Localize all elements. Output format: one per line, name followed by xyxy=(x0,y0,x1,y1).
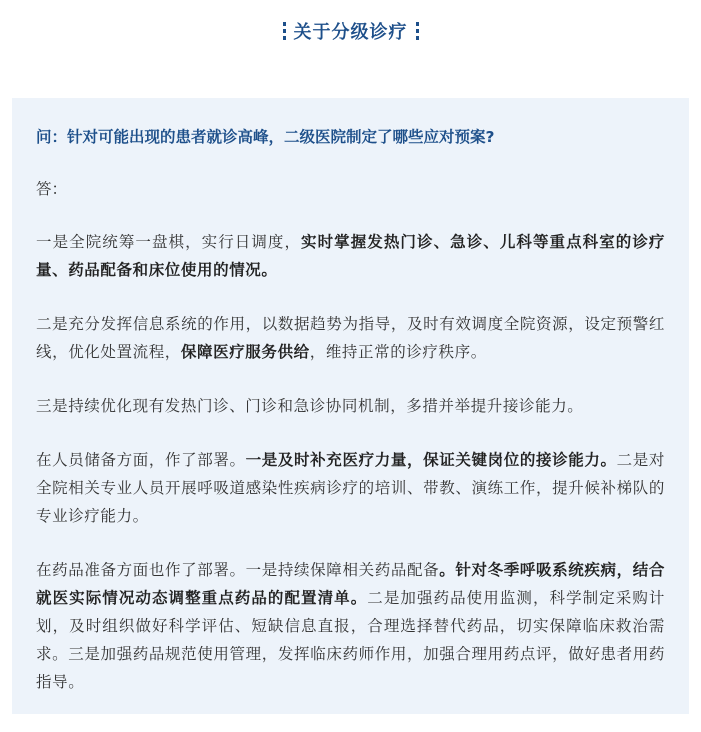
paragraph-segment: ，维持正常的诊疗秩序。 xyxy=(309,343,487,361)
paragraph-segment: 在药品准备方面也作了部署。一是持续保障相关药品配备 xyxy=(36,561,440,579)
answer-paragraph-5 xyxy=(36,556,665,696)
paragraph-segment: 一是全院统筹一盘棋，实行日调度， xyxy=(36,233,302,251)
paragraph-bold-segment: 实时掌握发热门诊、急诊、儿科等重点科室的诊疗量、药品配备和床位使用的情况。 xyxy=(36,233,666,279)
section-title xyxy=(283,18,419,44)
paragraph-segment: 二是充分发挥信息系统的作用，以数据趋势为指导，及时有效调度全院资源，设定预警红线，优化处置流程， xyxy=(36,315,665,361)
title-bar xyxy=(0,18,701,44)
paragraph-segment: 二是加强药品使用监测，科学制定采购计划，及时组织做好科学评估、短缺信息直报，合理选择替代药品，切实保障临床救治需求。三是加强药品规范使用管理，发挥临床药师作用，加强合理用药点评，做好患者用药指导。 xyxy=(36,589,665,691)
answer-paragraph-3 xyxy=(36,392,665,420)
qa-card xyxy=(12,98,689,714)
paragraph-segment: 在人员储备方面，作了部署。 xyxy=(36,451,246,469)
paragraph-segment: 三是持续优化现有发热门诊、门诊和急诊协同机制，多措并举提升接诊能力。 xyxy=(36,397,584,415)
answer-paragraph-2 xyxy=(36,310,665,366)
answer-label: 答： xyxy=(36,180,68,198)
paragraph-segment: 二是对全院相关专业人员开展呼吸道感染性疾病诊疗的培训、带教、演练工作，提升候补梯队的专业诊疗能力。 xyxy=(36,451,665,525)
paragraph-bold-segment: 一是及时补充医疗力量，保证关键岗位的接诊能力。 xyxy=(245,451,617,469)
left-divider-icon xyxy=(283,22,286,40)
paragraph-bold-segment: 。针对冬季呼吸系统疾病，结合就医实际情况动态调整重点药品的配置清单。 xyxy=(36,561,665,607)
question-text: 问：针对可能出现的患者就诊高峰，二级医院制定了哪些应对预案? xyxy=(36,128,495,146)
answer-paragraph-1 xyxy=(36,228,665,284)
paragraph-bold-segment: 保障医疗服务供给 xyxy=(180,343,310,361)
answer-paragraph-4 xyxy=(36,446,665,530)
section-title-text: 关于分级诊疗 xyxy=(293,22,408,43)
right-divider-icon xyxy=(416,22,419,40)
